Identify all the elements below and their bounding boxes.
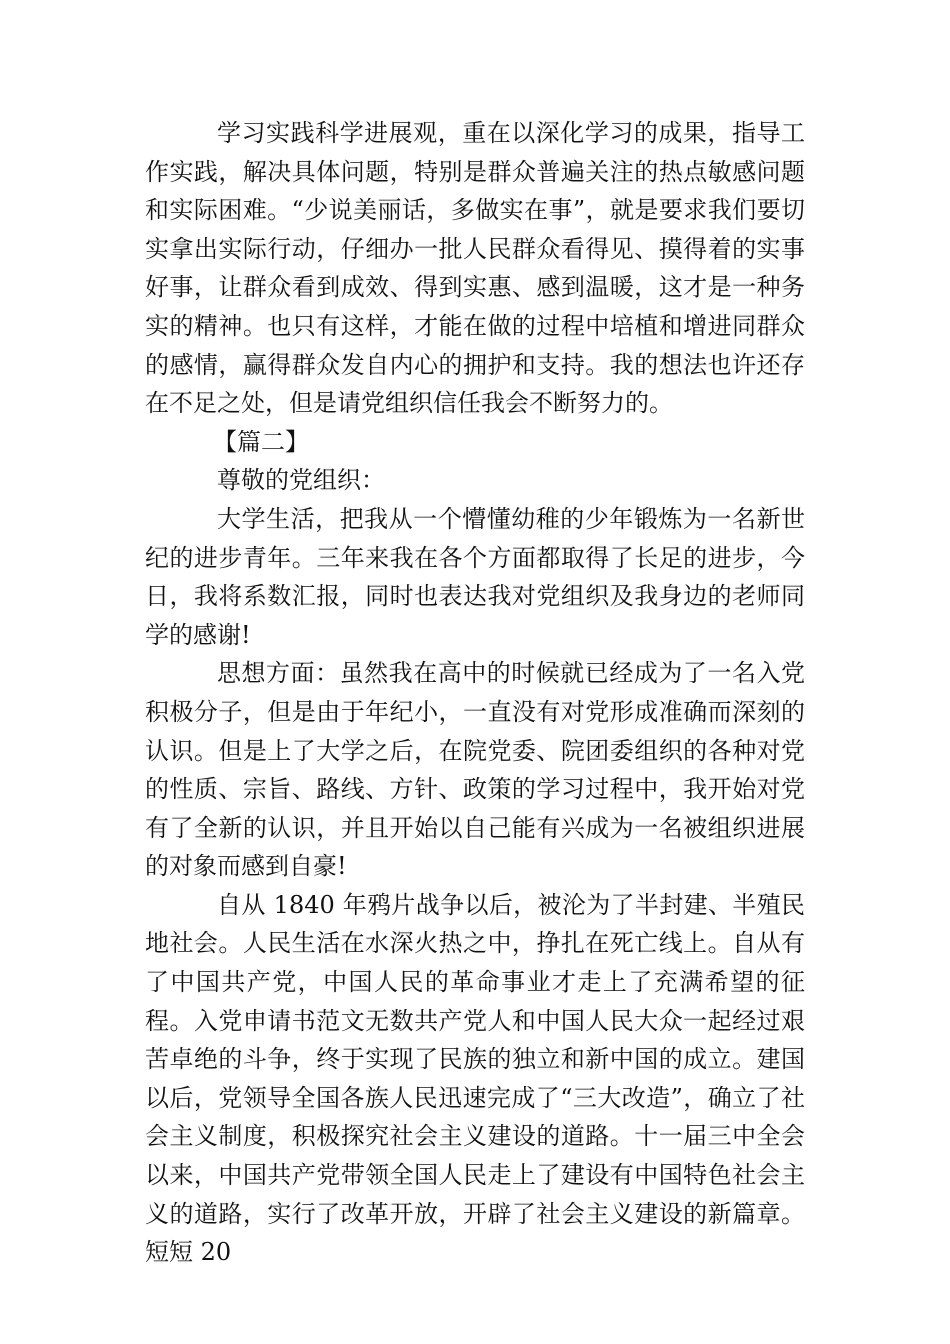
- section-heading-part-two: 【篇二】: [213, 427, 309, 456]
- document-body: [145, 114, 805, 1272]
- paragraph-practice-outlook: 学习实践科学进展观，重在以深化学习的成果，指导工作实践，解决具体问题，特别是群众普遍关注的热点敏感问题和实际困难。“少说美丽话，多做实在事”，就是要求我们要切实拿出实际行动，仔细办一批人民群众看得见、摸得着的实事好事，让群众看到成效、得到实惠、感到温暖，这才是一种务实的精神。也只有这样，才能在做的过程中培植和增进同群众的感情，赢得群众发自内心的拥护和支持。我的想法也许还存在不足之处，但是请党组织信任我会不断努力的。: [145, 119, 805, 418]
- paragraph-ideology: 思想方面：虽然我在高中的时候就已经成为了一名入党积极分子，但是由于年纪小，一直没有对党形成准确而深刻的认识。但是上了大学之后，在院党委、院团委组织的各种对党的性质、宗旨、路线、方针、政策的学习过程中，我开始对党有了全新的认识，并且开始以自己能有兴成为一名被组织进展的对象而感到自豪!: [145, 659, 805, 881]
- paragraph-history: 自从 1840 年鸦片战争以后，被沦为了半封建、半殖民地社会。人民生活在水深火热之中，挣扎在死亡线上。自从有了中国共产党，中国人民的革命事业才走上了充满希望的征程。入党申请书范文无数共产党人和中国人民大众一起经过艰苦卓绝的斗争，终于实现了民族的独立和新中国的成立。建国以后，党领导全国各族人民迅速完成了“三大改造”，确立了社会主义制度，积极探究社会主义建设的道路。十一届三中全会以来，中国共产党带领全国人民走上了建设有中国特色社会主义的道路，实行了改革开放，开辟了社会主义建设的新篇章。短短 20: [145, 890, 805, 1267]
- paragraph-university-life: 大学生活，把我从一个懵懂幼稚的少年锻炼为一名新世纪的进步青年。三年来我在各个方面都取得了长足的进步，今日，我将系数汇报，同时也表达我对党组织及我身边的老师同学的感谢!: [145, 504, 805, 649]
- salutation: 尊敬的党组织：: [217, 466, 385, 495]
